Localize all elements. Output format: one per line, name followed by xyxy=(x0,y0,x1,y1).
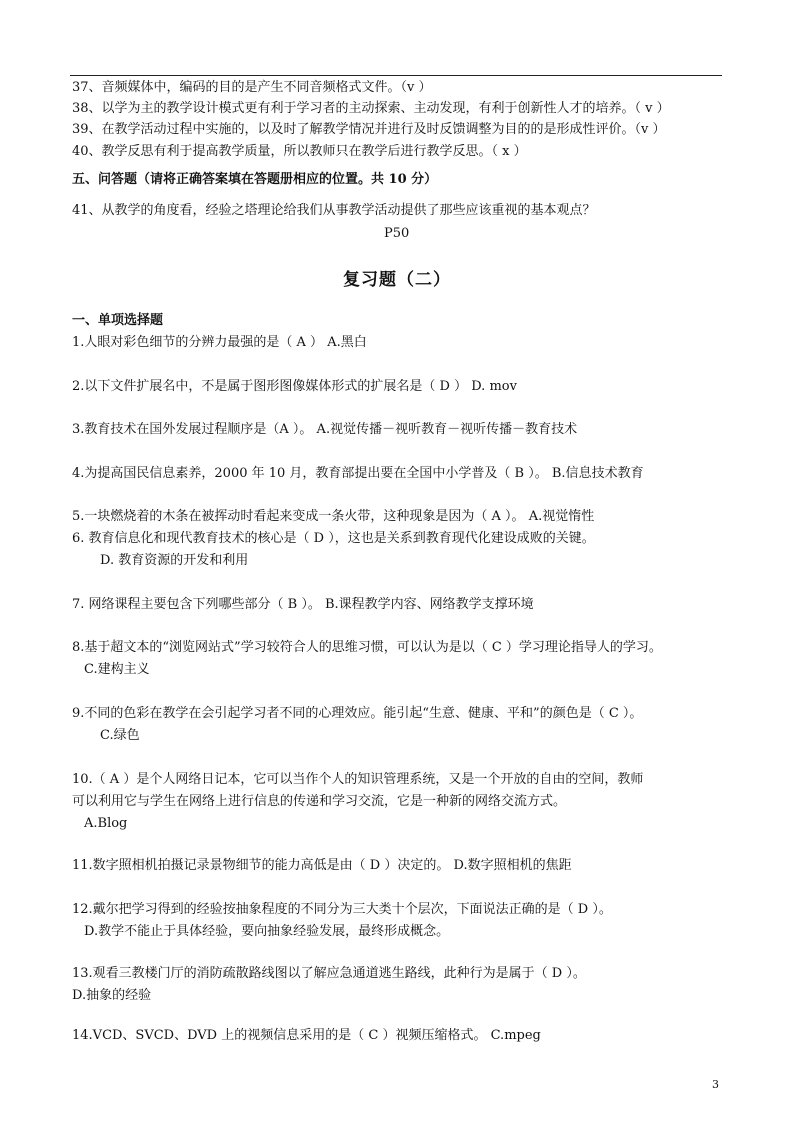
question-5: 5.一块燃烧着的木条在被挥动时看起来变成一条火带，这种现象是因为（ A ）。 A.视觉惰性 xyxy=(72,509,595,524)
question-6-answer: D. 教育资源的开发和利用 xyxy=(100,553,249,568)
question-41-reference: P50 xyxy=(384,226,410,241)
question-9-answer: C.绿色 xyxy=(100,728,140,743)
essay-question-41: 41、从教学的角度看，经验之塔理论给我们从事教学活动提供了那些应该重视的基本观点？ xyxy=(72,203,596,218)
header-rule xyxy=(70,75,722,76)
page-number: 3 xyxy=(712,1078,719,1091)
question-8: 8.基于超文本的“浏览网站式”学习较符合人的思维习惯，可以认为是以（ C ）学习理论指导人的学习。 xyxy=(72,640,662,655)
question-12: 12.戴尔把学习得到的经验按抽象程度的不同分为三大类十个层次，下面说法正确的是（ D ）。 xyxy=(72,902,612,917)
tf-question-37: 37、音频媒体中，编码的目的是产生不同音频格式文件。（v ） xyxy=(72,80,432,95)
question-12-answer: D.教学不能止于具体经验，要向抽象经验发展，最终形成概念。 xyxy=(84,924,450,939)
section-5-heading: 五、问答题（请将正确答案填在答题册相应的位置。共 10 分） xyxy=(72,172,438,187)
question-13: 13.观看三教楼门厅的消防疏散路线图以了解应急通道逃生路线，此种行为是属于（ D ）。 xyxy=(72,966,586,981)
question-11: 11.数字照相机拍摄记录景物细节的能力高低是由（ D ）决定的。 D.数字照相机的焦距 xyxy=(72,858,572,873)
page-title: 复习题（二） xyxy=(343,270,451,290)
question-2: 2.以下文件扩展名中，不是属于图形图像媒体形式的扩展名是（ D ） D. mov xyxy=(72,379,517,394)
tf-question-39: 39、在教学活动过程中实施的，以及时了解教学情况并进行及时反馈调整为目的的是形成性评价。（v ） xyxy=(72,122,666,137)
tf-question-38: 38、以学为主的教学设计模式更有利于学习者的主动探索、主动发现，有利于创新性人才的培养。（ v ） xyxy=(72,101,670,116)
question-10-continued: 可以利用它与学生在网络上进行信息的传递和学习交流，它是一种新的网络交流方式。 xyxy=(72,794,567,809)
question-10-answer: A.Blog xyxy=(84,816,128,831)
question-13-answer: D.抽象的经验 xyxy=(72,988,152,1003)
question-8-answer: C.建构主义 xyxy=(84,662,150,677)
question-7: 7. 网络课程主要包含下列哪些部分（ B ）。 B.课程教学内容、网络教学支撑环境 xyxy=(72,597,534,612)
question-10: 10.（ A ）是个人网络日记本，它可以当作个人的知识管理系统，又是一个开放的自由的空间，教师 xyxy=(72,772,644,787)
question-6: 6. 教育信息化和现代教育技术的核心是（ D ），这也是关系到教育现代化建设成败的关键。 xyxy=(72,531,595,546)
tf-question-40: 40、教学反思有利于提高教学质量，所以教师只在教学后进行教学反思。（ x ） xyxy=(72,144,527,159)
question-3: 3.教育技术在国外发展过程顺序是（A ）。 A.视觉传播－视听教育－视听传播－教育技术 xyxy=(72,422,578,437)
question-14: 14.VCD、SVCD、DVD 上的视频信息采用的是（ C ）视频压缩格式。 C.mpeg xyxy=(72,1028,541,1043)
question-9: 9.不同的色彩在教学在会引起学习者不同的心理效应。能引起“生意、健康、平和”的颜色是（ C ）。 xyxy=(72,706,643,721)
section-1-heading: 一、单项选择题 xyxy=(72,313,164,328)
question-4: 4.为提高国民信息素养，2000 年 10 月，教育部提出要在全国中小学普及（ B ）。 B.信息技术教育 xyxy=(72,466,644,481)
question-1: 1.人眼对彩色细节的分辨力最强的是（ A ） A.黑白 xyxy=(72,335,367,350)
